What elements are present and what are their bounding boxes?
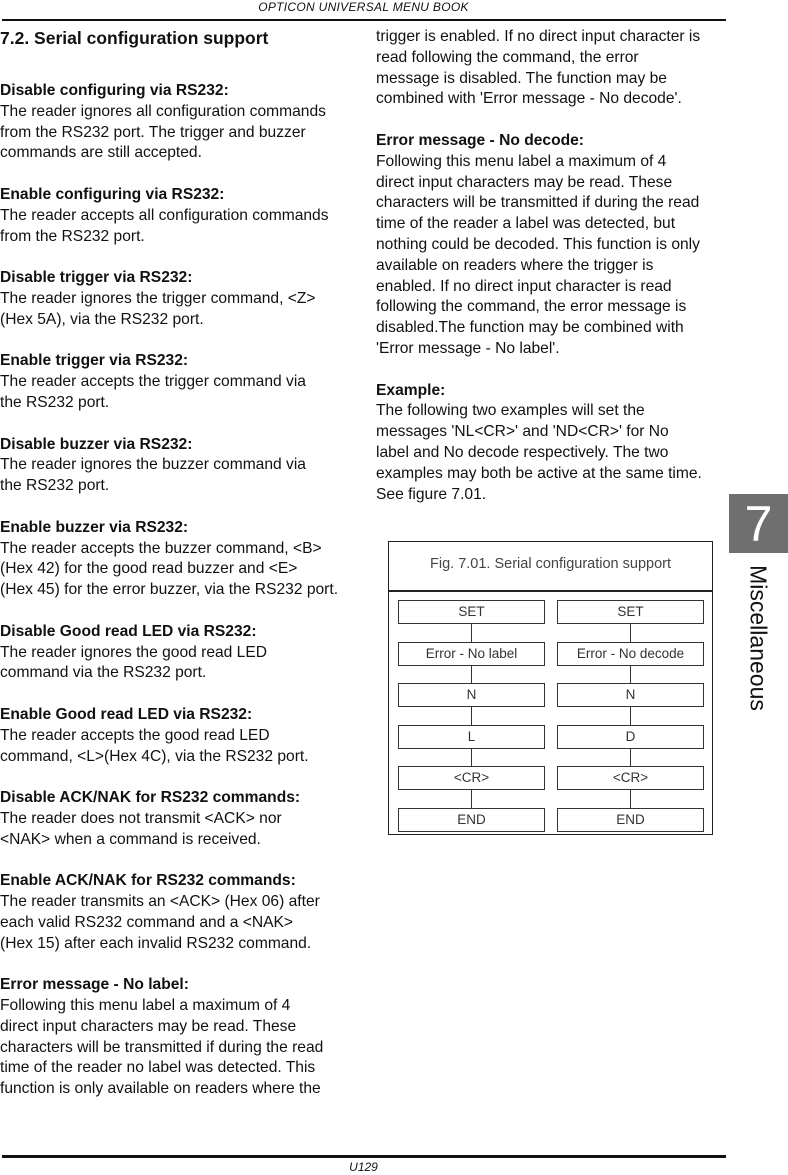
text-block bbox=[376, 27, 726, 110]
body-line: read following the command, the error bbox=[376, 48, 639, 66]
text-block bbox=[0, 268, 348, 330]
text-block bbox=[0, 975, 348, 1100]
flow-step: SET bbox=[398, 600, 545, 624]
right-column bbox=[376, 27, 726, 526]
body-line: The reader ignores the buzzer command via bbox=[0, 456, 306, 474]
body-line: direct input characters may be read. These bbox=[376, 173, 673, 191]
text-block bbox=[0, 622, 348, 684]
block-heading: Enable trigger via RS232: bbox=[0, 352, 189, 370]
body-line: examples may both be active at the same time. bbox=[376, 464, 702, 482]
body-line: message is disabled. The function may be bbox=[376, 69, 667, 87]
body-line: trigger is enabled. If no direct input character is bbox=[376, 28, 701, 45]
body-line: 'Error message - No label'. bbox=[376, 339, 560, 357]
body-line: following the command, the error message is bbox=[376, 298, 687, 316]
body-line: (Hex 5A), via the RS232 port. bbox=[0, 310, 204, 328]
body-line: The reader accepts the good read LED bbox=[0, 726, 270, 744]
header-rule bbox=[2, 19, 726, 21]
chapter-tab bbox=[729, 494, 788, 553]
flow-step: END bbox=[398, 808, 545, 832]
flow-connector bbox=[630, 749, 631, 767]
flow-connector bbox=[471, 624, 472, 642]
flow-connector bbox=[471, 666, 472, 684]
body-line: characters will be transmitted if during the read bbox=[0, 1038, 324, 1056]
figure-title: Fig. 7.01. Serial configuration support bbox=[430, 556, 671, 572]
body-line: <NAK> when a command is received. bbox=[0, 830, 261, 848]
flow-connector bbox=[471, 749, 472, 767]
body-line: (Hex 45) for the error buzzer, via the RS232 port. bbox=[0, 581, 339, 599]
chapter-number: 7 bbox=[744, 495, 773, 552]
block-heading: Disable trigger via RS232: bbox=[0, 269, 193, 287]
footer-rule bbox=[2, 1155, 726, 1158]
flow-step: N bbox=[398, 683, 545, 707]
flow-step: <CR> bbox=[398, 766, 545, 790]
flow-step: L bbox=[398, 725, 545, 749]
flow-connector bbox=[630, 790, 631, 808]
body-line: enabled. If no direct input character is read bbox=[376, 277, 672, 295]
flow-step: SET bbox=[557, 600, 704, 624]
block-heading: Disable Good read LED via RS232: bbox=[0, 622, 257, 640]
body-line: time of the reader a label was detected, but bbox=[376, 215, 676, 233]
flow-step: D bbox=[557, 725, 704, 749]
body-line: The reader accepts the trigger command via bbox=[0, 373, 306, 391]
body-line: The reader ignores the trigger command, <Z> bbox=[0, 289, 316, 307]
body-line: See figure 7.01. bbox=[376, 485, 487, 503]
text-block bbox=[0, 81, 348, 164]
block-heading: Enable configuring via RS232: bbox=[0, 185, 225, 203]
flow-step: END bbox=[557, 808, 704, 832]
flow-step: Error - No label bbox=[398, 642, 545, 666]
body-line: (Hex 15) after each invalid RS232 command. bbox=[0, 934, 312, 952]
figure-serial-configuration bbox=[388, 541, 713, 835]
text-block bbox=[376, 131, 726, 360]
flow-connector bbox=[471, 707, 472, 725]
figure-title-separator bbox=[389, 590, 712, 592]
flow-connector bbox=[630, 666, 631, 684]
block-heading: Example: bbox=[376, 381, 446, 399]
text-block bbox=[0, 435, 348, 497]
body-line: direct input characters may be read. These bbox=[0, 1017, 297, 1035]
flow-connector bbox=[630, 707, 631, 725]
page-number: U129 bbox=[349, 1160, 378, 1174]
body-line: The following two examples will set the bbox=[376, 402, 645, 420]
body-line: from the RS232 port. bbox=[0, 227, 145, 245]
block-heading: Error message - No decode: bbox=[376, 131, 584, 149]
body-line: Following this menu label a maximum of 4 bbox=[0, 997, 291, 1015]
body-line: The reader accepts all configuration commands bbox=[0, 206, 329, 224]
body-line: (Hex 42) for the good read buzzer and <E> bbox=[0, 560, 298, 578]
body-line: combined with 'Error message - No decode'. bbox=[376, 90, 682, 108]
section-title: 7.2. Serial configuration support bbox=[0, 28, 269, 48]
body-line: available on readers where the trigger is bbox=[376, 256, 654, 274]
text-block bbox=[0, 518, 348, 601]
body-line: time of the reader no label was detected. This bbox=[0, 1059, 316, 1077]
chapter-label: Miscellaneous bbox=[745, 565, 772, 711]
block-heading: Enable Good read LED via RS232: bbox=[0, 705, 253, 723]
flow-step: N bbox=[557, 683, 704, 707]
body-line: command, <L>(Hex 4C), via the RS232 port. bbox=[0, 747, 309, 765]
block-heading: Enable buzzer via RS232: bbox=[0, 518, 189, 536]
body-line: nothing could be decoded. This function is only bbox=[376, 235, 700, 253]
body-line: Following this menu label a maximum of 4 bbox=[376, 152, 667, 170]
body-line: commands are still accepted. bbox=[0, 144, 202, 162]
body-line: The reader accepts the buzzer command, <B> bbox=[0, 539, 322, 557]
body-line: label and No decode respectively. The two bbox=[376, 443, 669, 461]
block-heading: Enable ACK/NAK for RS232 commands: bbox=[0, 872, 296, 890]
body-line: characters will be transmitted if during the read bbox=[376, 194, 700, 212]
text-block bbox=[0, 351, 348, 413]
text-block bbox=[0, 185, 348, 247]
block-heading: Error message - No label: bbox=[0, 976, 189, 994]
flow-step: Error - No decode bbox=[557, 642, 704, 666]
body-line: The reader does not transmit <ACK> nor bbox=[0, 809, 282, 827]
body-line: messages 'NL<CR>' and 'ND<CR>' for No bbox=[376, 423, 669, 441]
body-line: The reader ignores all configuration commands bbox=[0, 102, 326, 120]
body-line: from the RS232 port. The trigger and buzzer bbox=[0, 123, 306, 141]
body-line: The reader transmits an <ACK> (Hex 06) after bbox=[0, 893, 320, 911]
block-heading: Disable ACK/NAK for RS232 commands: bbox=[0, 789, 301, 807]
body-line: each valid RS232 command and a <NAK> bbox=[0, 913, 293, 931]
left-column bbox=[0, 81, 348, 1121]
block-heading: Disable buzzer via RS232: bbox=[0, 435, 193, 453]
text-block bbox=[376, 381, 726, 506]
body-line: function is only available on readers where the bbox=[0, 1080, 321, 1098]
block-heading: Disable configuring via RS232: bbox=[0, 82, 229, 99]
flow-connector bbox=[630, 624, 631, 642]
body-line: command via the RS232 port. bbox=[0, 664, 207, 682]
body-line: disabled.The function may be combined with bbox=[376, 319, 684, 337]
text-block bbox=[0, 788, 348, 850]
text-block bbox=[0, 705, 348, 767]
text-block bbox=[0, 871, 348, 954]
body-line: the RS232 port. bbox=[0, 477, 110, 495]
flow-connector bbox=[471, 790, 472, 808]
body-line: The reader ignores the good read LED bbox=[0, 643, 267, 661]
flow-step: <CR> bbox=[557, 766, 704, 790]
book-header-title: OPTICON UNIVERSAL MENU BOOK bbox=[258, 0, 469, 14]
body-line: the RS232 port. bbox=[0, 393, 110, 411]
